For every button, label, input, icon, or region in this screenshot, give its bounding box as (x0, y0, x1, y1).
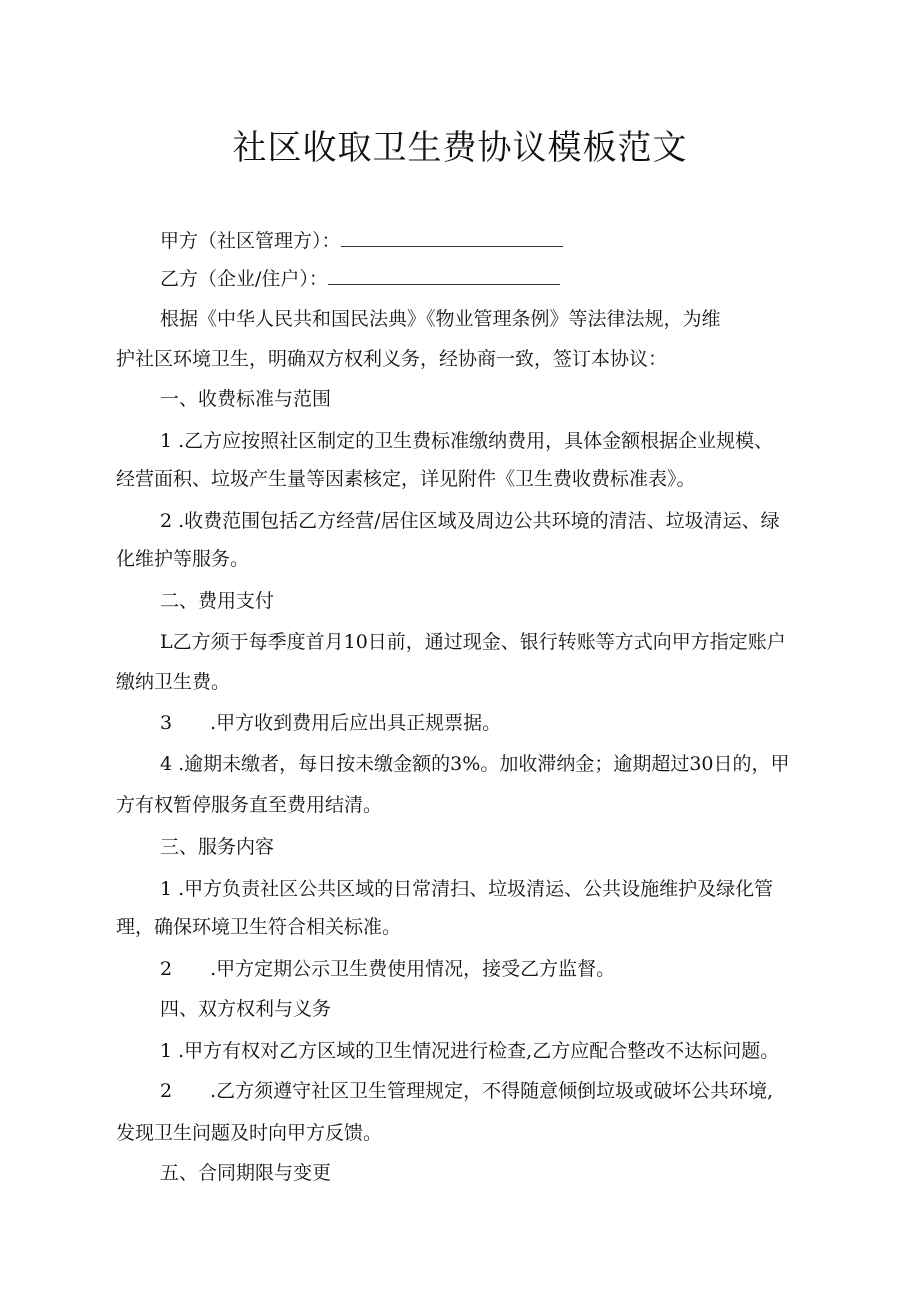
preamble-line: 根据《中华人民共和国民法典》《物业管理条例》等法律法规，为维 (160, 308, 721, 330)
party-b-label: 乙方（企业/住户）： (160, 268, 328, 290)
clause-line (160, 428, 773, 454)
clause-text: .甲方负责社区公共区域的日常清扫、垃圾清运、公共设施维护及绿化管 (178, 878, 774, 900)
clause-text: .乙方须遵守社区卫生管理规定，不得随意倾倒垃圾或破坏公共环境, (210, 1080, 774, 1102)
clause-number: 2 (160, 1080, 173, 1102)
clause-number: 4 (160, 753, 173, 775)
section-heading: 二、费用支付 (160, 590, 275, 612)
section-heading: 五、合同期限与变更 (160, 1162, 332, 1184)
clause-text: .甲方有权对乙方区域的卫生情况进行检查,乙方应配合整改不达标问题。 (178, 1040, 780, 1062)
section-heading: 三、服务内容 (160, 836, 275, 858)
clause-line: 方有权暂停服务直至费用结清。 (116, 794, 383, 816)
clause-number: 3 (160, 712, 173, 734)
clause-line: 化维护等服务。 (116, 548, 250, 570)
clause-line (160, 751, 790, 777)
party-a-blank (341, 228, 563, 247)
party-b-line (160, 266, 560, 292)
section-heading: 一、收费标准与范围 (160, 388, 332, 410)
document-title: 社区收取卫生费协议模板范文 (232, 128, 688, 168)
section-heading: 四、双方权利与义务 (160, 998, 332, 1020)
clause-line: L乙方须于每季度首月10日前，通过现金、银行转账等方式向甲方指定账户 (160, 631, 786, 653)
preamble-line: 护社区环境卫生，明确双方权利义务，经协商一致，签订本协议： (116, 348, 668, 370)
clause-line (160, 710, 501, 736)
clause-number: 1 (160, 1040, 173, 1062)
clause-line: 缴纳卫生费。 (116, 671, 231, 693)
clause-text: .甲方收到费用后应出具正规票据。 (210, 712, 502, 734)
clause-line (160, 876, 773, 902)
clause-text: .收费范围包括乙方经营/居住区域及周边公共环境的清洁、垃圾清运、绿 (178, 510, 780, 532)
party-a-label: 甲方（社区管理方）： (160, 230, 341, 252)
clause-text: .乙方应按照社区制定的卫生费标准缴纳费用，具体金额根据企业规模、 (178, 430, 774, 452)
clause-text: .逾期未缴者，每日按未缴金额的3%。加收滞纳金；逾期超过30日的，甲 (178, 753, 790, 775)
clause-line: 理，确保环境卫生符合相关标准。 (116, 916, 402, 938)
clause-line (160, 508, 780, 534)
clause-number: 1 (160, 430, 173, 452)
clause-text: .甲方定期公示卫生费使用情况，接受乙方监督。 (210, 958, 616, 980)
clause-number: 1 (160, 878, 173, 900)
clause-line (160, 956, 615, 982)
party-a-line (160, 228, 563, 254)
clause-number: 2 (160, 958, 173, 980)
clause-line: 发现卫生问题及时向甲方反馈。 (116, 1122, 383, 1144)
clause-number: 2 (160, 510, 173, 532)
clause-line: 经营面积、垃圾产生量等因素核定，详见附件《卫生费收费标准表》。 (116, 468, 696, 490)
clause-line (160, 1038, 779, 1064)
party-b-blank (328, 266, 560, 285)
clause-line (160, 1078, 773, 1104)
